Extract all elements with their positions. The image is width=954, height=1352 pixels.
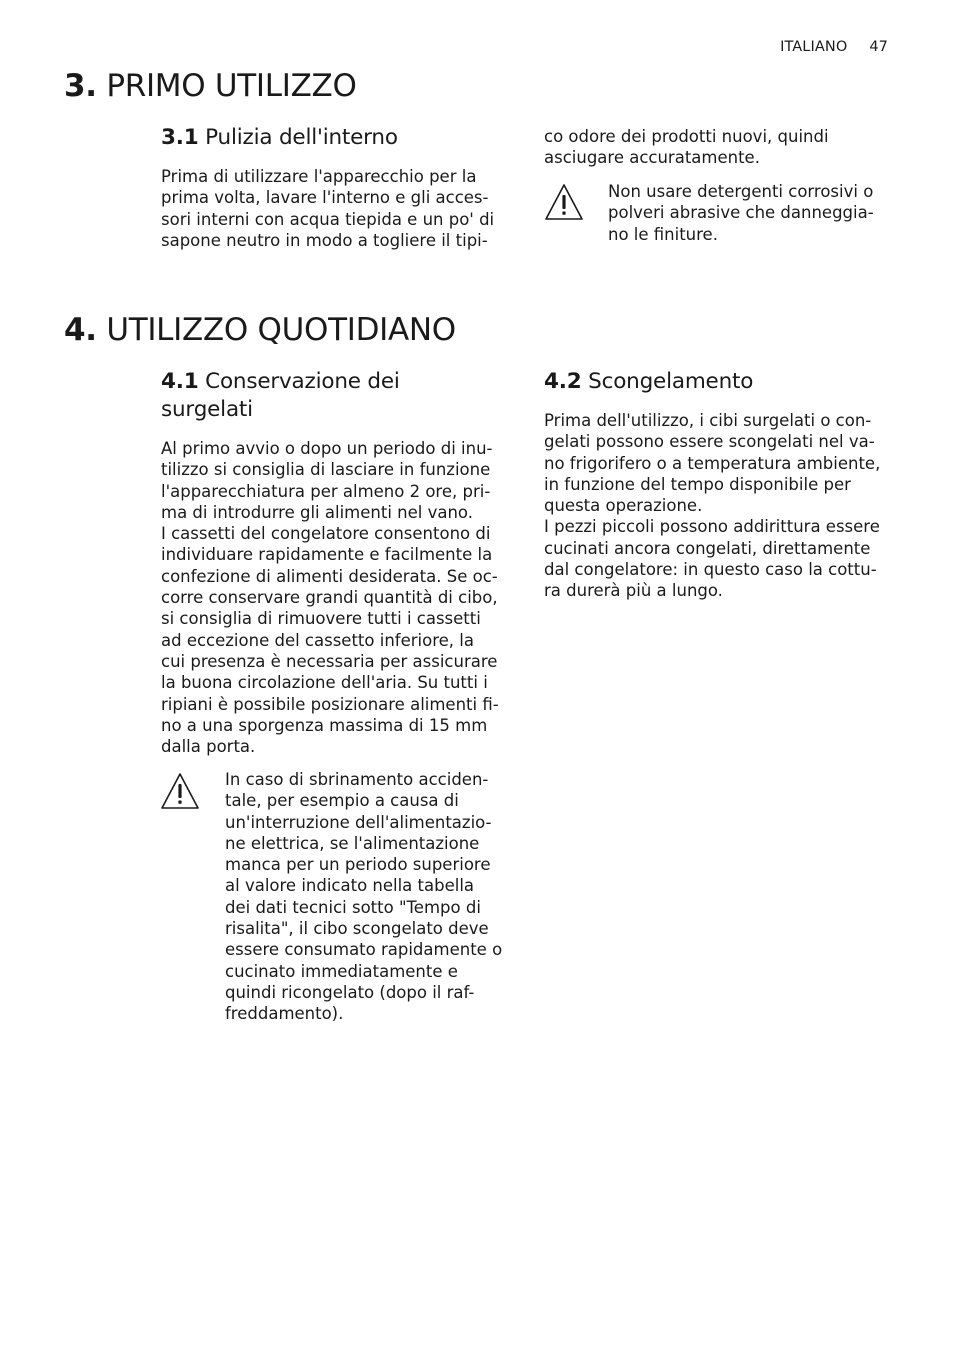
text-line: gelati possono essere scongelati nel va- [544,432,875,452]
text-line: no a una sporgenza massima di 15 mm [161,715,488,735]
text-line: essere consumato rapidamente o [225,940,503,960]
text-line: tale, per esempio a causa di [225,791,459,811]
text-line: in funzione del tempo disponibile per [544,474,851,494]
subsection-3-1-heading [161,124,398,152]
text-line: ra durerà più a lungo. [544,581,723,601]
text-line: ma di introdurre gli alimenti nel vano. [161,502,473,522]
subsection-4-2-title: Scongelamento [588,369,754,394]
text-line: dalla porta. [161,737,256,757]
text-line: freddamento). [225,1004,344,1024]
text-line: l'apparecchiatura per almeno 2 ore, pri- [161,481,491,501]
text-line: sapone neutro in modo a togliere il tipi- [161,230,488,250]
text-line: no frigorifero o a temperatura ambiente, [544,453,881,473]
text-line: polveri abrasive che danneggia- [608,203,874,223]
text-line: corre conservare grandi quantità di cibo, [161,588,498,608]
warning-icon [160,771,200,811]
subsection-4-1-warning-text [225,769,502,1025]
text-line: al valore indicato nella tabella [225,876,475,896]
section-3-number: 3. [64,68,97,104]
subsection-4-1-heading [161,368,400,424]
text-line: manca per un periodo superiore [225,855,491,875]
subsection-4-1-body [161,438,499,757]
subsection-4-2-body [544,410,880,602]
subsection-4-2-heading [544,368,753,396]
text-line: In caso di sbrinamento acciden- [225,770,489,789]
subsection-4-1-title-line2: surgelati [161,397,253,422]
page-number: 47 [869,39,888,55]
header-language: ITALIANO [780,39,848,55]
page-header [780,39,888,55]
subsection-3-1-warning-text [608,181,874,245]
text-line: quindi ricongelato (dopo il raf- [225,982,475,1002]
subsection-4-2-number: 4.2 [544,369,582,394]
text-line: Prima dell'utilizzo, i cibi surgelati o con- [544,411,872,430]
text-line: sori interni con acqua tiepida e un po' di [161,209,495,229]
text-line: co odore dei prodotti nuovi, quindi [544,127,829,146]
text-line: I pezzi piccoli possono addirittura essere [544,517,880,537]
text-line: cui presenza è necessaria per assicurare [161,651,498,671]
text-line: Al primo avvio o dopo un periodo di inu- [161,439,493,458]
text-line: Non usare detergenti corrosivi o [608,182,874,201]
text-line: dal congelatore: in questo caso la cottu- [544,560,877,580]
section-3-heading [64,68,357,104]
text-line: individuare rapidamente e facilmente la [161,545,493,565]
text-line: questa operazione. [544,496,703,516]
subsection-3-1-body-left [161,166,494,251]
text-line: cucinato immediatamente e [225,961,458,981]
text-line: ad eccezione del cassetto inferiore, la [161,630,474,650]
text-line: Prima di utilizzare l'apparecchio per la [161,167,477,186]
text-line: si consiglia di rimuovere tutti i cassetti [161,609,481,629]
text-line: un'interruzione dell'alimentazio- [225,812,492,832]
section-4-heading [64,312,456,348]
text-line: tilizzo si consiglia di lasciare in funzione [161,460,491,480]
section-4-title: UTILIZZO QUOTIDIANO [106,312,456,348]
text-line: cucinati ancora congelati, direttamente [544,538,871,558]
text-line: prima volta, lavare l'interno e gli acces- [161,188,489,208]
subsection-3-1-title: Pulizia dell'interno [205,125,398,150]
text-line: confezione di alimenti desiderata. Se oc- [161,566,498,586]
text-line: I cassetti del congelatore consentono di [161,524,491,544]
text-line: dei dati tecnici sotto "Tempo di [225,897,481,917]
section-4-number: 4. [64,312,97,348]
section-3-title: PRIMO UTILIZZO [106,68,357,104]
subsection-4-1-number: 4.1 [161,369,199,394]
text-line: ripiani è possibile posizionare alimenti fi- [161,694,499,714]
text-line: la buona circolazione dell'aria. Su tutti i [161,673,488,693]
subsection-3-1-number: 3.1 [161,125,199,150]
text-line: no le finiture. [608,224,718,244]
text-line: risalita", il cibo scongelato deve [225,919,489,939]
subsection-3-1-body-right [544,126,829,169]
subsection-4-1-title-line1: Conservazione dei [205,369,400,394]
warning-icon [544,182,584,222]
text-line: ne elettrica, se l'alimentazione [225,833,480,853]
text-line: asciugare accuratamente. [544,148,760,168]
